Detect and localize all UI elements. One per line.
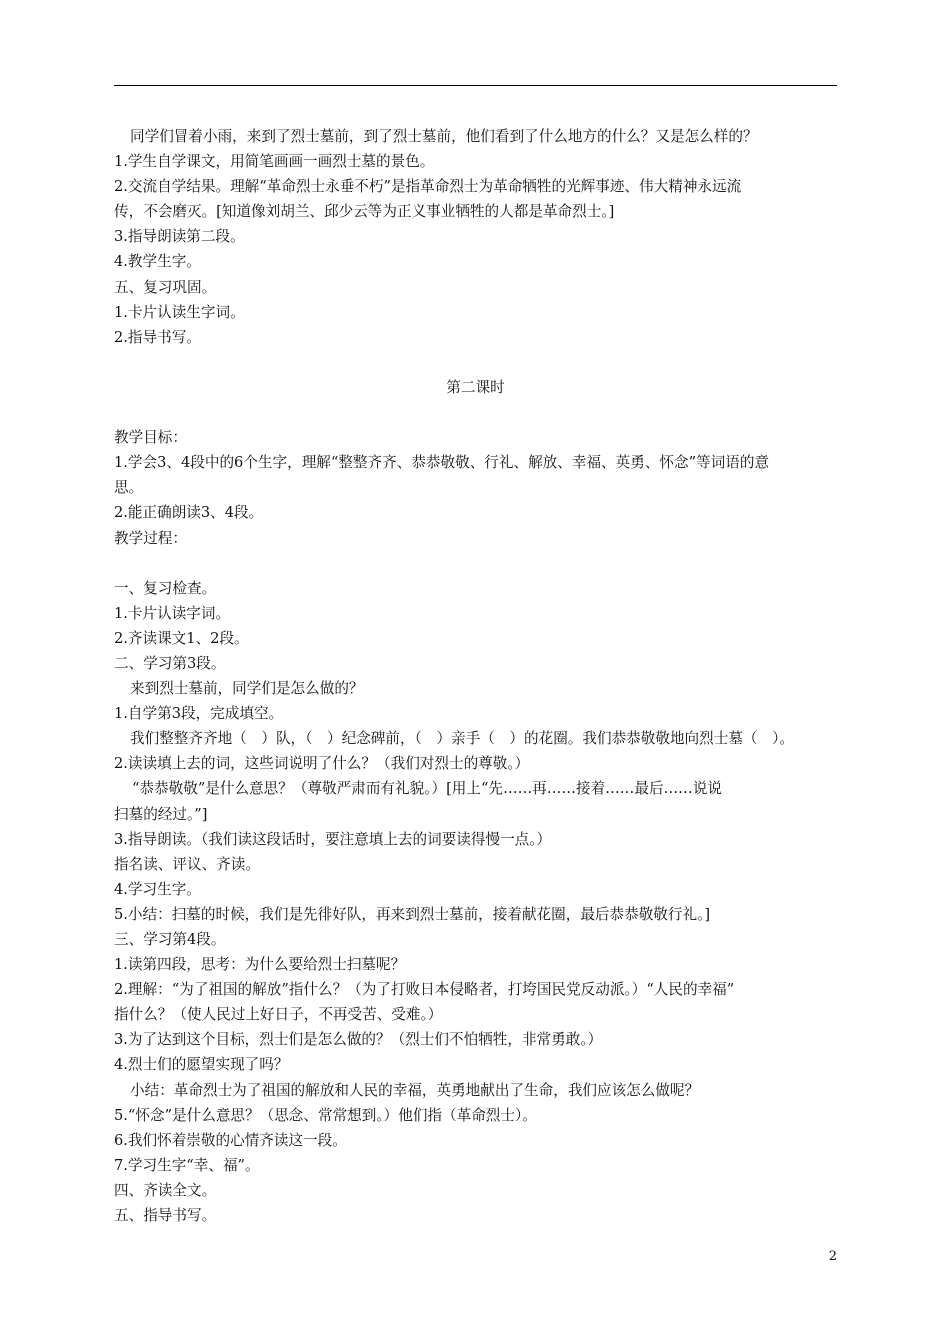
paragraph-line: 4.烈士们的愿望实现了吗？: [114, 1056, 289, 1074]
paragraph-line: 2.指导书写。: [114, 328, 201, 346]
paragraph-line: 7.学习生字“幸、福”。: [114, 1156, 260, 1174]
section-heading: 教学目标：: [114, 429, 187, 447]
paragraph-line: 5.小结：扫墓的时候，我们是先徘好队，再来到烈士墓前，接着献花圈，最后恭恭敬敬行礼。]: [114, 905, 711, 923]
spacer: [114, 551, 837, 576]
paragraph-line: 传，不会磨灭。[知道像刘胡兰、邱少云等为正义事业牺牲的人都是革命烈士。]: [114, 203, 615, 221]
paragraph-line: 1.学生自学课文，用简笔画画一画烈士墓的景色。: [114, 153, 435, 171]
paragraph-line: 1.卡片认读生字词。: [114, 303, 245, 321]
paragraph-line: 5.“怀念”是什么意思？（思念、常常想到。）他们指（革命烈士）。: [114, 1106, 537, 1124]
paragraph-line: 3.为了达到这个目标，烈士们是怎么做的？（烈士们不怕牺牲，非常勇敢。）: [114, 1031, 603, 1049]
paragraph-line: 2.能正确朗读3、4段。: [114, 504, 264, 522]
document-body: [114, 124, 837, 1228]
section-title: 第二课时: [446, 378, 505, 396]
spacer: [114, 350, 837, 375]
paragraph-line: 1.学会3、4段中的6个生字，理解“整整齐齐、恭恭敬敬、行礼、解放、幸福、英勇、怀念”等词语的意: [114, 454, 770, 472]
paragraph-line: 扫墓的经过。”]: [114, 805, 208, 823]
paragraph-line: 6.我们怀着崇敬的心情齐读这一段。: [114, 1131, 347, 1149]
paragraph-line: 同学们冒着小雨，来到了烈士墓前，到了烈士墓前，他们看到了什么地方的什么？又是怎么样的？: [130, 128, 758, 145]
paragraph-line: 3.指导朗读。（我们读这段话时，要注意填上去的词要读得慢一点。）: [114, 830, 552, 848]
page-number: 2: [828, 1249, 837, 1264]
paragraph-line: 指名读、评议、齐读。: [114, 855, 260, 873]
spacer: [114, 400, 837, 425]
paragraph-line: 4.教学生字。: [114, 253, 201, 271]
paragraph-line: 2.齐读课文1、2段。: [114, 629, 249, 647]
paragraph-line: 小结：革命烈士为了祖国的解放和人民的幸福，英勇地献出了生命，我们应该怎么做呢？: [130, 1081, 700, 1099]
section-heading: 二、学习第3段。: [114, 654, 226, 672]
paragraph-line: 指什么？（使人民过上好日子，不再受苦、受难。）: [114, 1006, 443, 1024]
paragraph-line: 2.交流自学结果。理解“革命烈士永垂不朽”是指革命烈士为革命牺牲的光辉事迹、伟大精神永远流: [114, 178, 742, 196]
paragraph-line: 4.学习生字。: [114, 880, 201, 898]
fill-in-blank-line: 我们整整齐齐地（ ）队，（ ）纪念碑前，（ ）亲手（ ）的花圈。我们恭恭敬敬地向烈士墓（ ）。: [130, 730, 795, 748]
paragraph-line: 思。: [114, 479, 144, 497]
paragraph-line: 来到烈士墓前，同学们是怎么做的？: [130, 680, 364, 698]
section-heading: 四、齐读全文。: [114, 1181, 217, 1199]
section-heading: 一、复习检查。: [114, 579, 217, 597]
paragraph-line: 1.读第四段，思考：为什么要给烈士扫墓呢？: [114, 956, 406, 974]
paragraph-line: “恭恭敬敬”是什么意思？（尊敬严肃而有礼貌。）[用上“先……再……接着……最后……说说: [132, 780, 722, 798]
paragraph-line: 1.自学第3段，完成填空。: [114, 705, 284, 723]
paragraph-line: 3.指导朗读第二段。: [114, 228, 245, 246]
paragraph-line: 2.理解：“为了祖国的解放”指什么？（为了打败日本侵略者，打垮国民党反动派。）“人民的幸福”: [114, 981, 735, 999]
section-heading: 五、指导书写。: [114, 1207, 217, 1225]
paragraph-line: 1.卡片认读字词。: [114, 604, 231, 622]
section-heading: 三、学习第4段。: [114, 931, 226, 948]
section-heading: 五、复习巩固。: [114, 278, 217, 296]
section-heading: 教学过程：: [114, 529, 187, 547]
paragraph-line: 2.读读填上去的词，这些词说明了什么？（我们对烈士的尊敬。）: [114, 755, 530, 773]
header-rule: [114, 85, 837, 86]
